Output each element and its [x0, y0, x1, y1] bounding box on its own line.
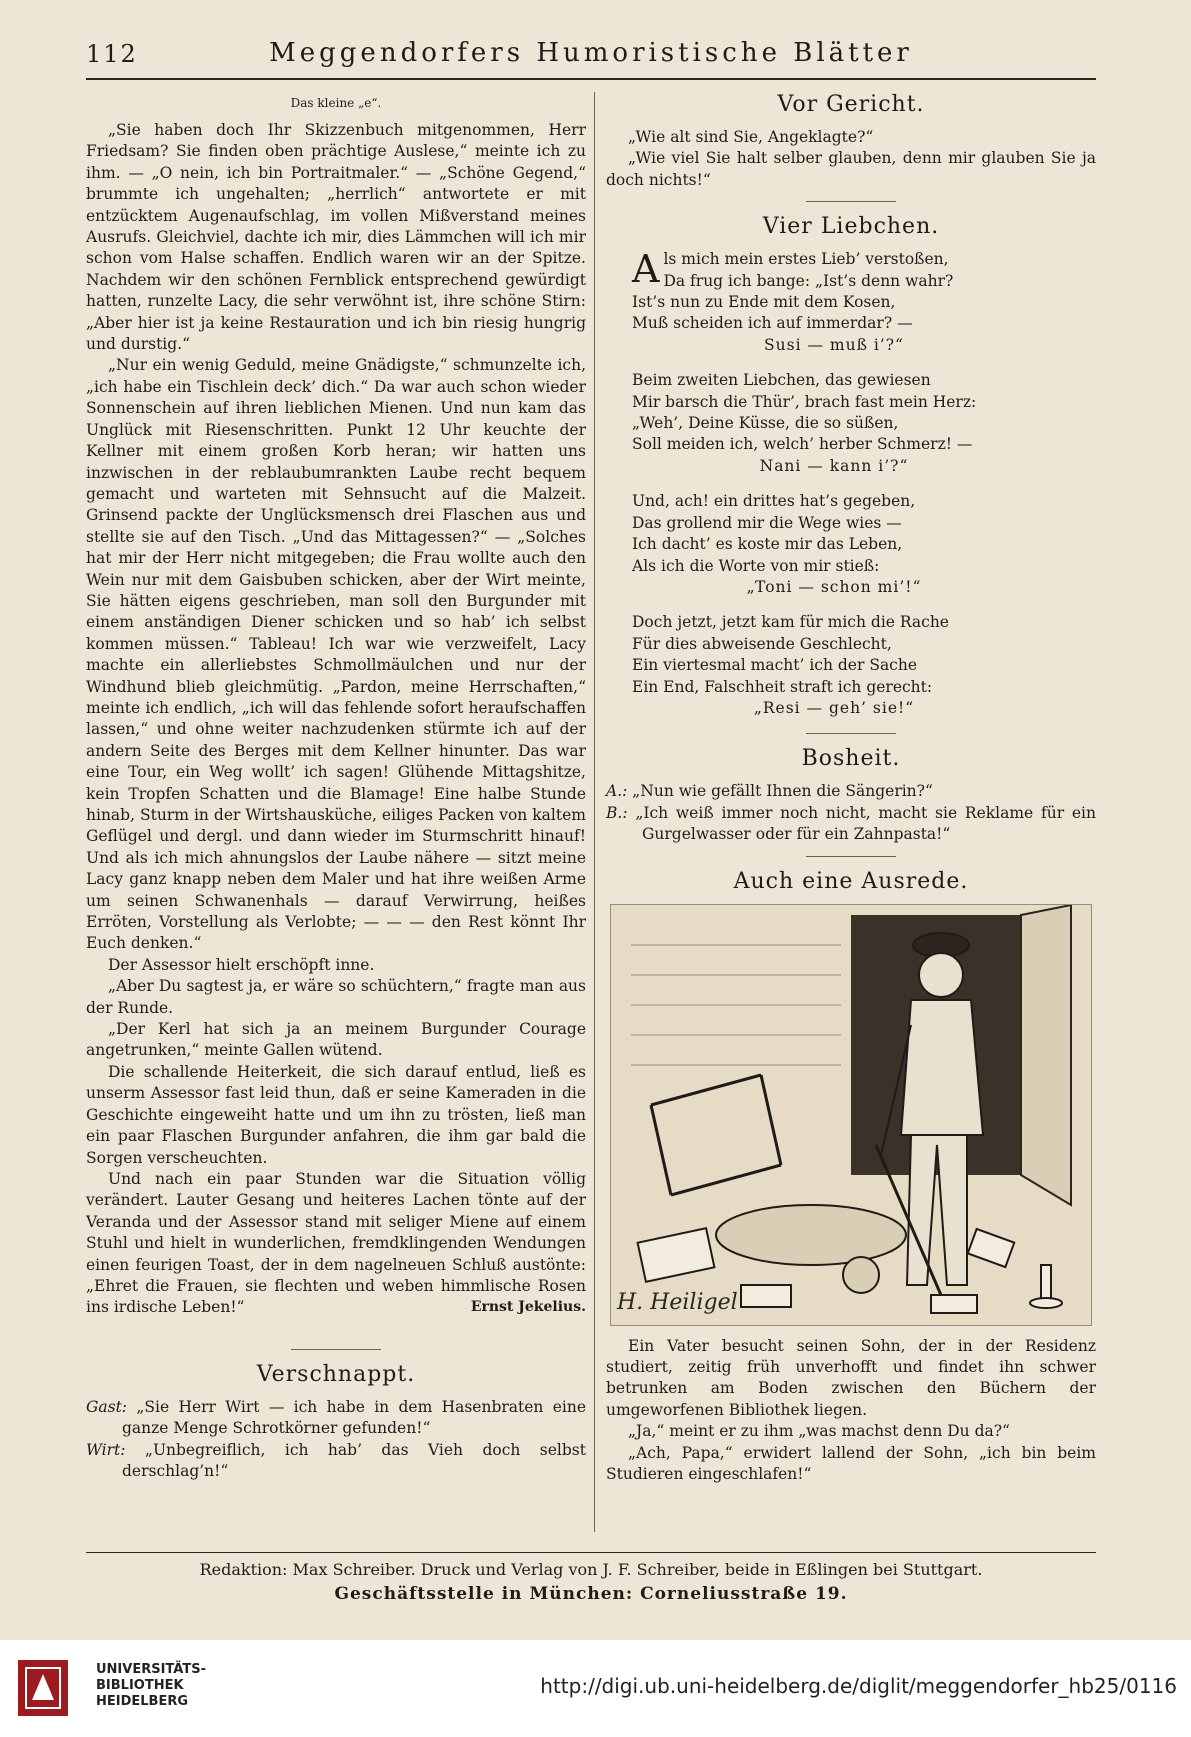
dialog-text: „Ich weiß immer noch nicht, macht sie Reklame für ein Gurgelwasser oder für ein Zahnpasta!“ — [635, 803, 1096, 844]
poem-line: Mir barsch die Thür’, brach fast mein Herz: — [632, 392, 977, 411]
sleeping-son — [716, 1205, 906, 1293]
column-divider — [594, 92, 595, 1532]
story-paragraph: „Nur ein wenig Geduld, meine Gnädigste,“ schmunzelte ich, „ich habe ein Tischlein deck’ dich.“ Da war auch schon wieder Sonnenschein auf ihren lieblichen Mienen. Und nun kam das Unglück mit Riesenschritten. Punkt 12 Uhr keuchte der Kellner mit einem großen Korb heran; wir hatten uns inzwischen in der reblaubumrankten Laube recht bequem gemacht und warteten mit Sehnsucht auf die Malzeit. Grinsend packte der Unglücksmensch drei Flaschen aus und stellte sie auf den Tisch. „Und das Mittagessen?“ — „Solches hat mir der Herr nicht mitgegeben; die Frau wollte auch den Wein nur mit dem Gaisbuben schicken, aber der Wirt meinte, Sie hätten eigens geschrieben, man soll den Burgunder mit einem anständigen Diener schicken und so hab’ ich selbst kommen müssen.“ Tableau! Ich war wie verzweifelt, Lacy machte ein allerliebstes Schmollmäulchen und nur der Windhund blieb gleichmütig. „Pardon, meine Herrschaften,“ meinte ich endlich, „ich will das fehlende sofort heraufschaffen lassen,“ und ohne weiter nachzudenken stürmte ich auf der andern Seite des Berges mit dem Kellner hinunter. Das war eine Tour, ein Weg wollt’ ich sagen! Glühende Mittagshitze, kein Tropfen Schatten und die Blamage! Eine halbe Stunde hinab, Sturm in der Wirtshausküche, eiliges Packen von kaltem Geflügel und dergl. und dann wieder im Sturmschritt hinauf! Und als ich mich ahnungslos der Laube nähere — sitzt meine Lacy ganz knapp neben dem Maler und hat ihre weißen Arme um seinen Schwanenhals — darauf Verwirrung, heißes Erröten, Vorstellung als Verlobte; — — — den Rest könnt Ihr Euch denken.“ — [86, 356, 586, 953]
footer-rule — [86, 1552, 1096, 1553]
poem-line: „Weh’, Deine Küsse, die so süßen, — [632, 414, 899, 433]
fallen-chair — [651, 1075, 781, 1195]
story-paragraph — [86, 1169, 586, 1319]
dialog-line — [606, 803, 1096, 846]
story-paragraph: Der Assessor hielt erschöpft inne. — [108, 955, 375, 974]
dialog-line: „Wie alt sind Sie, Angeklagte?“ — [628, 128, 874, 146]
header-rule — [86, 78, 1096, 80]
journal-title: Meggendorfers Humoristische Blätter — [269, 38, 913, 68]
section-rule — [291, 1349, 381, 1350]
story-paragraph-text: Und nach ein paar Stunden war die Situation völlig verändert. Lauter Gesang und heiteres Lachen tönte auf der Veranda und der Assessor stand mit seliger Miene auf einem Stuhl und hielt in wunderlichen, fremdklingenden Wendungen einen feurigen Toast, der in dem nagelneuen Schluß austönte: „Ehret die Frauen, sie flechten und weben himmlische Rosen ins irdische Leben!“ — [86, 1169, 586, 1317]
poem-line: ls mich mein erstes Lieb’ verstoßen, — [663, 250, 949, 269]
poem-line: Ist’s nun zu Ende mit dem Kosen, — [632, 293, 896, 312]
left-column — [86, 92, 586, 1482]
speaker: Wirt: — [86, 1440, 126, 1459]
section-title-verschnappt: Verschnappt. — [256, 1361, 416, 1387]
dialog-text: „Sie Herr Wirt — ich habe in dem Hasenbraten eine ganze Menge Schrotkörner gefunden!“ — [122, 1397, 587, 1438]
poem-stanza — [632, 491, 1096, 598]
library-bar — [0, 1640, 1191, 1737]
dialog-line — [86, 1440, 586, 1483]
page-number: 112 — [86, 40, 138, 68]
poem-stanza — [632, 370, 1096, 477]
poem-line: Für dies abweisende Geschlecht, — [632, 634, 892, 653]
section-title-ausrede: Auch eine Ausrede. — [733, 868, 969, 894]
page-header — [86, 34, 1096, 74]
poem-stanza — [632, 612, 1096, 719]
poem-line: Und, ach! ein drittes hat’s gegeben, — [632, 492, 916, 511]
cartoon-illustration — [610, 904, 1092, 1326]
dialog-line: „Wie viel Sie halt selber glauben, denn mir glauben Sie ja doch nichts!“ — [606, 149, 1096, 189]
cartoon-drawing — [611, 905, 1091, 1325]
story-paragraph: „Sie haben doch Ihr Skizzenbuch mitgenommen, Herr Friedsam? Sie finden oben prächtige Auslese,“ meinte ich zu ihm. — „O nein, ich bin Portraitmaler.“ — „Schöne Gegend,“ brummte ich ungehalten; „herrlich“ antwortete er mit entzücktem Augenaufschlag, im vollen Mißverstand meines Ausrufs. Gleichviel, dachte ich mir, dies Lämmchen will ich mir schon vom Halse schaffen. Endlich waren wir an der Spitze. Nachdem wir den schönen Fernblick entsprechend gewürdigt hatten, runzelte Lacy, die sehr verwöhnt ist, ihre schöne Stirn: „Aber hier ist ja keine Restauration und ich bin riesig hungrig und durstig.“ — [86, 121, 586, 354]
poem-stanza — [632, 249, 1096, 356]
cartoon-caption: Ein Vater besucht seinen Sohn, der in der Residenz studiert, zeitig früh unverhofft und findet ihn schwer betrunken am Boden zwischen den Büchern der umgeworfenen Bibliothek liegen. — [606, 1336, 1096, 1419]
section-rule — [806, 733, 896, 734]
dialog-line — [86, 1397, 586, 1440]
poem-refrain: Nani — kann i’?“ — [759, 456, 909, 475]
section-rule — [806, 201, 896, 202]
institution-line: UNIVERSITÄTS- — [96, 1662, 206, 1677]
office-line: Geschäftsstelle in München: Corneliusstraße 19. — [334, 1584, 848, 1604]
section-title-bosheit: Bosheit. — [801, 746, 901, 772]
speaker: Gast: — [86, 1397, 128, 1416]
poem-line: Ein viertesmal macht’ ich der Sache — [632, 656, 918, 675]
story-paragraph: „Aber Du sagtest ja, er wäre so schüchtern,“ fragte man aus der Runde. — [86, 977, 586, 1017]
dialog-text: „Nun wie gefällt Ihnen die Sängerin?“ — [632, 782, 933, 801]
story-paragraph: „Der Kerl hat sich ja an meinem Burgunder Courage angetrunken,“ meinte Gallen wütend. — [86, 1020, 586, 1060]
dialog-text: „Unbegreiflich, ich hab’ das Vieh doch selbst derschlag’n!“ — [122, 1440, 586, 1480]
cartoon-caption: „Ach, Papa,“ erwidert lallend der Sohn, „ich bin beim Studieren eingeschlafen!“ — [606, 1443, 1096, 1483]
artist-signature: H. Heiligel — [617, 1289, 738, 1315]
poem-refrain: „Toni — schon mi’!“ — [746, 577, 922, 596]
poem-line: Beim zweiten Liebchen, das gewiesen — [632, 371, 931, 390]
poem-refrain: „Resi — geh’ sie!“ — [753, 698, 915, 717]
story-paragraph: Die schallende Heiterkeit, die sich darauf entlud, ließ es unserm Assessor fast leid thun, daß er seine Kameraden in die Geschichte eingeweiht hatte und um ihn zu trösten, ließ man ein paar Flaschen Burgunder anfahren, die ihm gar bald die Sorgen verscheuchten. — [86, 1062, 586, 1167]
institution-line: BIBLIOTHEK — [96, 1678, 184, 1693]
drop-cap: A — [632, 247, 660, 292]
section-title-vor-gericht: Vor Gericht. — [777, 92, 925, 117]
university-seal-icon — [18, 1660, 68, 1716]
source-url-link[interactable]: http://digi.ub.uni-heidelberg.de/diglit/meggendorfer_hb25/0116 — [540, 1674, 1177, 1698]
story-title: Das kleine „e“. — [290, 96, 382, 110]
dialog-line — [606, 781, 1096, 802]
section-title-vier-liebchen: Vier Liebchen. — [762, 214, 940, 240]
poem-line: Als ich die Worte von mir stieß: — [632, 556, 880, 575]
right-column — [606, 92, 1096, 1485]
open-door — [1021, 905, 1071, 1205]
poem-line: Soll meiden ich, welch’ herber Schmerz! — — [632, 435, 973, 454]
speaker: B.: — [606, 803, 628, 822]
institution-name — [96, 1662, 206, 1710]
poem-line: Muß scheiden ich auf immerdar? — — [632, 314, 913, 333]
institution-line: HEIDELBERG — [96, 1694, 189, 1709]
poem — [606, 249, 1096, 719]
author-signature: Ernst Jekelius. — [470, 1299, 586, 1316]
imprint-line: Redaktion: Max Schreiber. Druck und Verlag von J. F. Schreiber, beide in Eßlingen bei Stuttgart. — [199, 1560, 983, 1579]
poem-line: Ein End, Falschheit straft ich gerecht: — [632, 677, 933, 696]
poem-line: Da frug ich bange: „Ist’s denn wahr? — [663, 271, 954, 290]
wall-hatching — [631, 945, 841, 1065]
cartoon-caption: „Ja,“ meint er zu ihm „was machst denn Du da?“ — [628, 1422, 1010, 1441]
poem-line: Ich dacht’ es koste mir das Leben, — [632, 535, 903, 554]
poem-line: Doch jetzt, jetzt kam für mich die Rache — [632, 613, 949, 632]
poem-refrain: Susi — muß i’?“ — [764, 335, 904, 354]
candle — [1030, 1265, 1062, 1308]
section-rule — [806, 856, 896, 857]
speaker: A.: — [606, 782, 628, 801]
poem-line: Das grollend mir die Wege wies — — [632, 513, 902, 532]
